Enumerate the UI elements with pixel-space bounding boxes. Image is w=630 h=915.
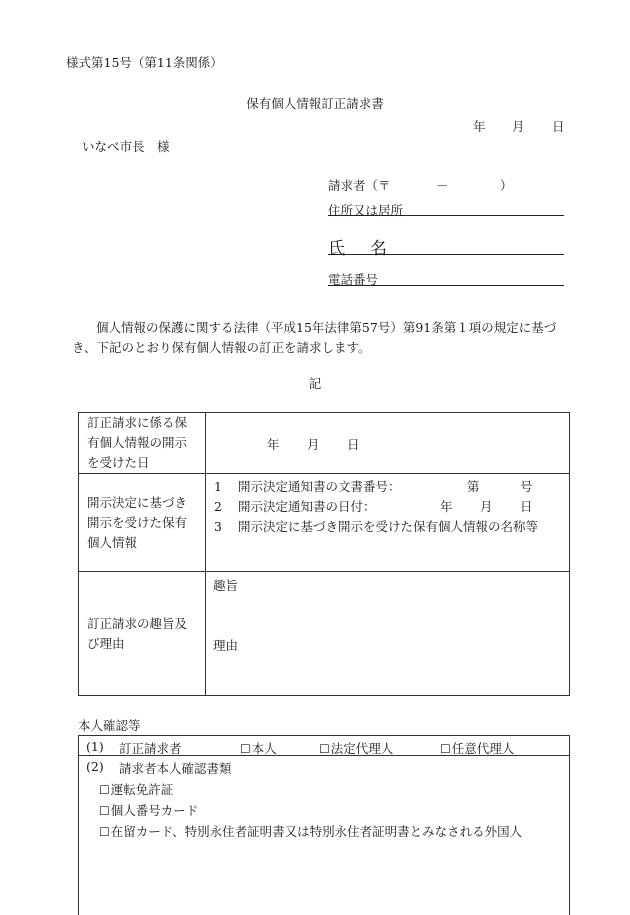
disclosure-date-field[interactable] [206,413,570,474]
correction-reason-field[interactable] [206,572,570,696]
requester-type-number: (1) [86,739,104,754]
info-name-item: 3 開示決定に基づき開示を受けた保有個人情報の名称等 [214,519,539,534]
requester-postal-dash: － [436,178,449,193]
date-month: 月 [512,119,525,134]
disclosed-info-field[interactable] [206,474,570,572]
option-residence-card[interactable]: ☐在留カード、特別永住者証明書又は特別永住者証明書とみなされる外国人 [99,824,523,839]
disclosure-date-label: 訂正請求に係る保有個人情報の開示を受けた日 [79,413,206,474]
name-label: 氏 名 [328,239,391,259]
option-voluntary-agent[interactable]: ☐任意代理人 [440,741,515,756]
gist-label: 趣旨 [213,578,239,593]
disclosed-info-label: 開示決定に基づき開示を受けた保有個人情報 [79,474,206,572]
phone-field[interactable] [328,270,564,286]
disclosure-date-row [79,413,570,474]
notice-date-label: 開示決定通知書の日付： [238,499,376,514]
id-documents-number: (2) [86,759,104,774]
disclosure-date-year: 年 [267,437,280,452]
checkbox-icon: ☐ [440,742,451,756]
id-documents-label: 請求者本人確認書類 [119,761,232,776]
checkbox-icon: ☐ [319,742,330,756]
info-name-label: 開示決定に基づき開示を受けた保有個人情報の名称等 [238,519,539,534]
doc-number-item: 1 開示決定通知書の文書番号： [214,479,401,494]
disclosed-info-row [79,474,570,572]
form-number: 様式第15号（第11条関係） [66,55,223,70]
option-legal-agent[interactable]: ☐法定代理人 [319,741,394,756]
notice-date-month: 月 [480,499,493,514]
doc-number-go: 号 [520,479,533,494]
phone-label: 電話番号 [328,272,379,287]
disclosure-date-day: 日 [347,437,360,452]
addressee: いなべ市長 様 [82,139,170,154]
notice-date-day: 日 [520,499,533,514]
option-my-number-card[interactable]: ☐個人番号カード [99,803,199,818]
address-field[interactable] [328,201,564,216]
checkbox-icon: ☐ [99,825,110,839]
notice-date-year: 年 [440,499,453,514]
date-day: 日 [552,119,565,134]
checkbox-icon: ☐ [99,783,110,797]
doc-number-label: 開示決定通知書の文書番号： [238,479,401,494]
checkbox-icon: ☐ [240,742,251,756]
correction-reason-label: 訂正請求の趣旨及び理由 [79,572,206,696]
requester-type-label: 訂正請求者 [119,741,182,756]
doc-number-dai: 第 [467,479,480,494]
name-field[interactable] [328,234,564,259]
address-label: 住所又は居所 [328,203,404,218]
ki-heading: 記 [308,376,322,391]
requester-postal-label: 請求者（〒 [328,178,391,193]
request-statement: 個人情報の保護に関する法律（平成15年法律第57号）第91条第１項の規定に基づき、下記のとおり保有個人情報の訂正を請求します。 [72,320,557,355]
option-principal[interactable]: ☐本人 [240,741,277,756]
request-details-table [78,412,570,696]
id-documents-row [78,755,570,915]
correction-reason-row [79,572,570,696]
checkbox-icon: ☐ [99,804,110,818]
date-year: 年 [473,119,486,134]
notice-date-item: 2 開示決定通知書の日付： [214,499,376,514]
document-title: 保有個人情報訂正請求書 [246,96,384,111]
reason-label: 理由 [213,638,239,653]
requester-type-row [78,735,570,756]
identity-confirmation-heading: 本人確認等 [78,718,141,733]
requester-postal-close: ） [500,178,513,193]
option-drivers-license[interactable]: ☐運転免許証 [99,782,174,797]
disclosure-date-month: 月 [307,437,320,452]
